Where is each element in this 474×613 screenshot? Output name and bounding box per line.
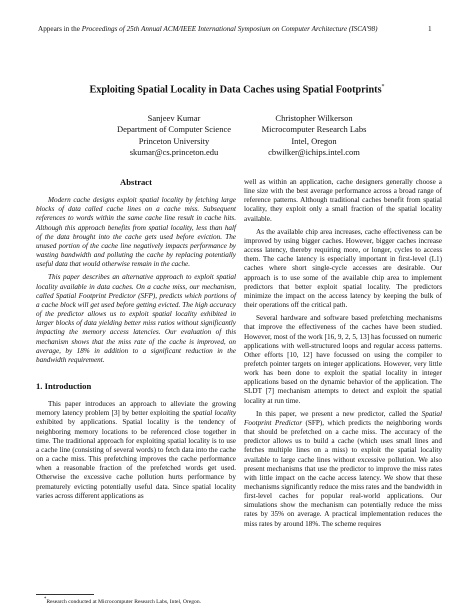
paper-title xyxy=(0,84,474,95)
body-paragraph-4 xyxy=(244,410,442,529)
paper-title-text: Exploiting Spatial Locality in Data Caches using Spatial Footprints xyxy=(89,84,382,96)
header-prefix: Appears in the xyxy=(38,25,82,33)
page-number: 1 xyxy=(428,25,432,33)
header-venue: Proceedings of 25th Annual ACM/IEEE International Symposium on Computer Architecture (ISCA'98) xyxy=(81,25,378,33)
left-column xyxy=(36,178,236,501)
author-name: Sanjeev Kumar xyxy=(147,113,201,123)
intro-emphasis: spatial locality xyxy=(192,409,237,418)
author-affiliation: Department of Computer Science xyxy=(116,124,231,135)
running-header xyxy=(38,25,438,33)
abstract-paragraph-2: This paper describes an alternative approach to exploit spatial locality available in data caches. On a cache miss, our mechanism, called Spatial Footprint Predictor (SFP), predicts which portions of a cache block will get used before getting evicted. The high accuracy of the predictor allows us to exploit spatial locality exhibited in larger blocks of data yielding better miss ratios without significantly impacting the memory access latencies. Our evaluation of this mechanism shows that the miss rate of the cache is improved, on average, by 18% in addition to a significant reduction in the bandwidth requirement. xyxy=(36,273,236,364)
author-institution: Princeton University xyxy=(138,135,210,146)
body-paragraph-2: As the available chip area increases, cache effectiveness can be improved by using bigger caches. However, bigger caches increase access latency, thereby requiring more, or longer, cycles to access them. The cache latency is especially important in first-level (L1) caches where short single-cycle accesses are desirable. Our approach is to use some of the available chip area to implement predictors that better exploit spatial locality. The predictors minimize the impact on the access latency by keeping the bulk of their operations off the critical path. xyxy=(244,227,442,310)
author-block-2 xyxy=(214,113,414,158)
intro-text-2: exhibited by applications. Spatial locality is the tendency of neighboring memory locations to be referenced close together in time. The traditional approach for exploiting spatial locality is to use a cache line (consisting of several words) to fetch data into the cache on a cache miss. This prefetching improves the cache performance when a reasonable fraction of the prefetched words get used. Otherwise the excessive cache pollution hurts performance by prematurely evicting potentially useful data. Since spatial locality varies across different applications as xyxy=(36,418,236,500)
abstract-body xyxy=(36,196,236,365)
body-paragraph-1: well as within an application, cache designers generally choose a line size with the best average performance across a broad range of reference patterns. Although traditional caches benefit from spatial locality, they exploit only a small fraction of the spatial locality available. xyxy=(244,178,442,223)
author-affiliation: Microcomputer Research Labs xyxy=(261,124,367,135)
author-email: cbwilker@ichips.intel.com xyxy=(268,146,360,157)
body-text-1: In this paper, we present a new predictor, called the xyxy=(256,409,422,418)
body-paragraph-3: Several hardware and software based prefetching mechanisms that improve the effectiveness of the caches have been studied. However, most of the work [16, 9, 2, 5, 13] has focussed on numeric applications with well-structured loops and regular access patterns. Other efforts [10, 12] have focussed on using the compiler to prefetch pointer targets on integer applications. However, very little work has been done to exploit the spatial locality in integer applications based on the dynamic behavior of the application. The SLDT [7] mechanism attempts to detect and exploit the spatial locality at run time. xyxy=(244,314,442,405)
body-text-2: (SFP), which predicts the neighboring words that should be prefetched on a cache miss. The accuracy of the predictor allows us to build a cache (which uses small lines and fetches multiple lines on a miss) to exploit the spatial locality available to large cache lines without excessive pollution. We also present mechanisms that use the predictor to improve the miss rates with little impact on the cache access latency. We show that these mechanisms significantly reduce the miss rates and the bandwidth in first-level caches for popular real-world applications. Our simulations show the mechanism can potentially reduce the miss rates by 35% on average. A practical implementation reduces the miss rates by around 18%. The scheme requires xyxy=(244,418,442,528)
footnote-text: Research conducted at Microcomputer Research Labs, Intel, Oregon. xyxy=(46,598,202,605)
author-email: skumar@cs.princeton.edu xyxy=(129,146,219,157)
body-emphasis: Spatial Footprint Predictor xyxy=(244,409,442,427)
right-column xyxy=(244,178,442,529)
footnote-mark: * xyxy=(44,597,47,602)
introduction-heading: 1. Introduction xyxy=(36,380,92,391)
intro-text-1: This paper introduces an approach to alleviate the growing memory latency problem [3] by better exploiting the xyxy=(36,400,236,418)
title-footnote-mark: * xyxy=(381,84,385,90)
author-name: Christopher Wilkerson xyxy=(275,113,353,123)
footnote xyxy=(44,597,244,605)
abstract-paragraph-1: Modern cache designs exploit spatial locality by fetching large blocks of data called cache lines on a cache miss. Subsequent references to words within the same cache line result in cache hits. Although this approach benefits from spatial locality, less than half of the data brought into the cache gets used before eviction. The unused portion of the cache line negatively impacts performance by wasting bandwidth and polluting the cache by replacing potentially useful data that would otherwise remain in the cache. xyxy=(36,196,236,269)
introduction-paragraph xyxy=(36,400,236,501)
author-institution: Intel, Oregon xyxy=(291,135,337,146)
footnote-rule xyxy=(36,594,94,595)
abstract-heading: Abstract xyxy=(120,177,152,187)
